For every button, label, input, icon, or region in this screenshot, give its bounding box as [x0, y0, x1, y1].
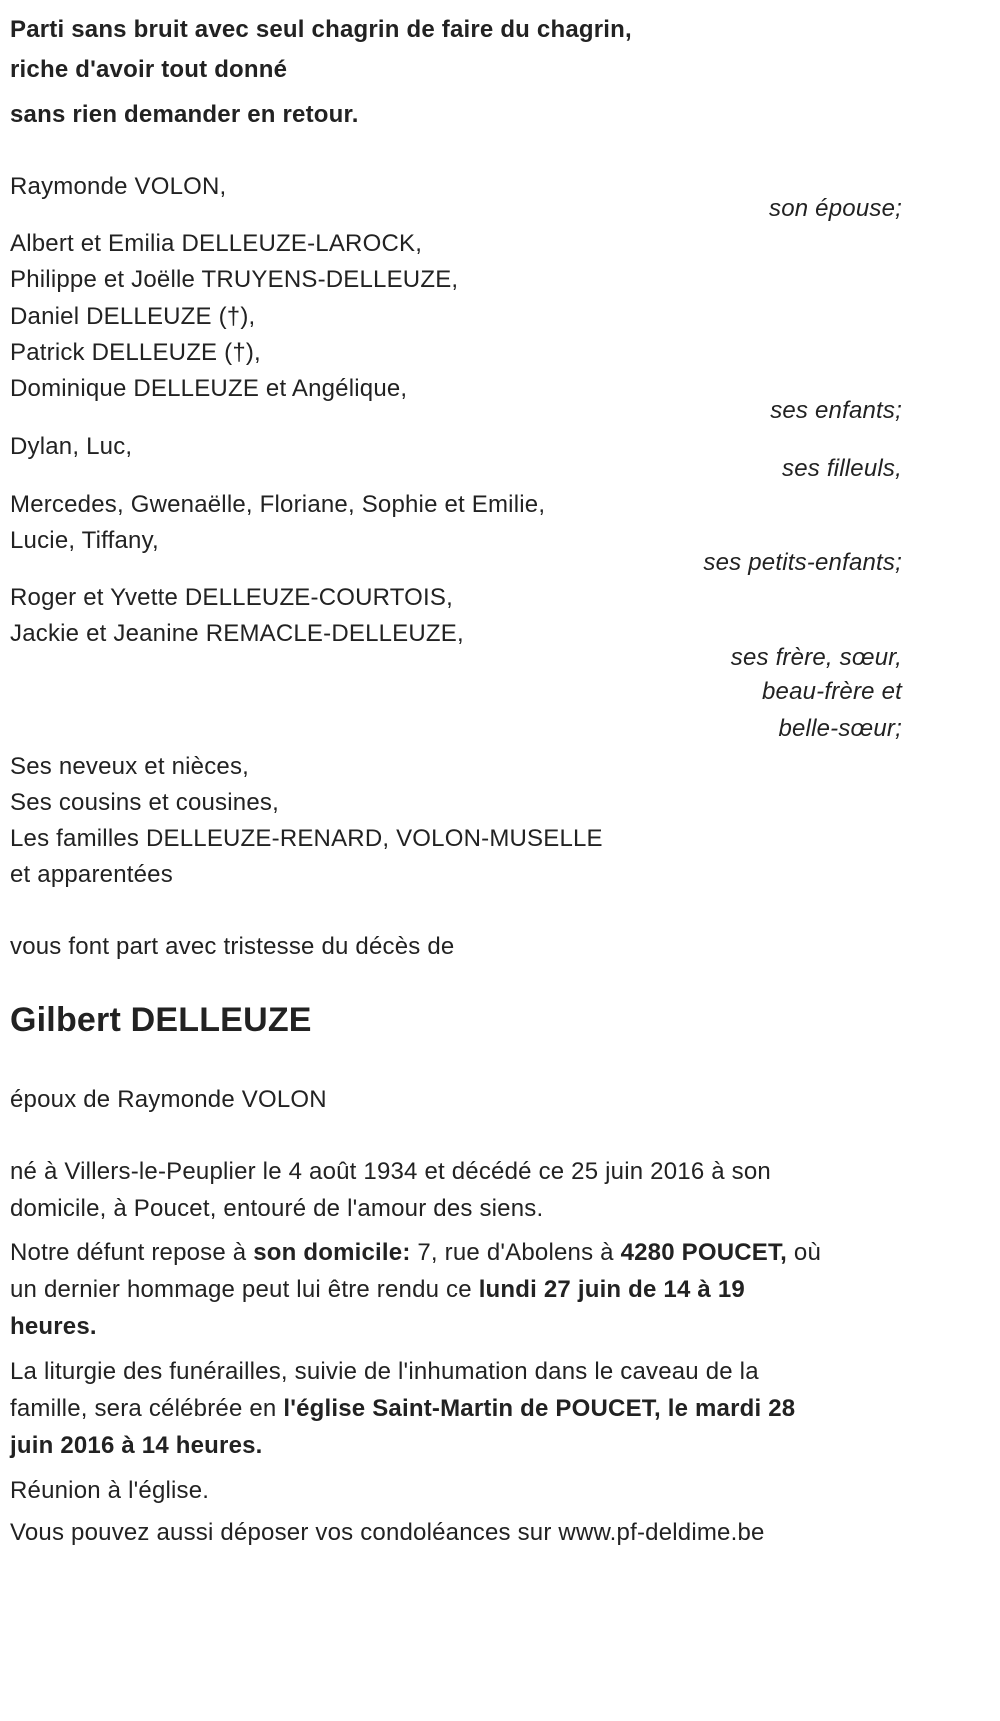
- text: l'église Saint-Martin de POUCET, le mardi 28: [283, 1395, 796, 1422]
- child-name: Daniel DELLEUZE (†),: [10, 303, 256, 330]
- repose-line: [10, 1238, 821, 1268]
- intro-line: riche d'avoir tout donné: [10, 56, 288, 83]
- relation-label: beau-frère et: [761, 678, 902, 705]
- text: son domicile:: [253, 1239, 411, 1266]
- birth-death-line: domicile, à Poucet, entouré de l'amour des siens.: [10, 1195, 544, 1222]
- grandchild-name: Lucie, Tiffany,: [10, 527, 159, 554]
- repose-line: heures.: [10, 1313, 97, 1340]
- text: lundi 27 juin de 14 à 19: [478, 1276, 745, 1303]
- text: 4280 POUCET,: [620, 1239, 788, 1266]
- relation-label: belle-sœur;: [778, 715, 902, 742]
- child-name: Philippe et Joëlle TRUYENS-DELLEUZE,: [10, 266, 459, 293]
- godchild-name: Dylan, Luc,: [10, 433, 133, 460]
- grandchild-name: Mercedes, Gwenaëlle, Floriane, Sophie et Emilie,: [10, 491, 546, 518]
- child-name: Albert et Emilia DELLEUZE-LAROCK,: [10, 230, 423, 257]
- relation-label: ses petits-enfants;: [703, 549, 902, 576]
- birth-death-line: né à Villers-le-Peuplier le 4 août 1934 et décédé ce 25 juin 2016 à son: [10, 1158, 771, 1185]
- sibling-name: Roger et Yvette DELLEUZE-COURTOIS,: [10, 584, 453, 611]
- text: où: [787, 1239, 822, 1266]
- text: Vous pouvez aussi déposer vos condoléances sur: [10, 1519, 559, 1546]
- other-relatives: et apparentées: [10, 861, 173, 888]
- announcement: vous font part avec tristesse du décès de: [10, 933, 455, 960]
- text: Notre défunt repose à: [10, 1239, 254, 1266]
- intro-line: sans rien demander en retour.: [10, 101, 359, 128]
- funeral-line: juin 2016 à 14 heures.: [10, 1432, 263, 1459]
- text: famille, sera célébrée en: [10, 1395, 284, 1422]
- other-relatives: Ses neveux et nièces,: [10, 753, 250, 780]
- relation-label: ses enfants;: [770, 397, 902, 424]
- repose-line: [10, 1275, 745, 1305]
- relation-label: ses filleuls,: [782, 455, 902, 482]
- condolences-line: [10, 1518, 765, 1548]
- text: un dernier hommage peut lui être rendu ce: [10, 1276, 479, 1303]
- sibling-name: Jackie et Jeanine REMACLE-DELLEUZE,: [10, 620, 464, 647]
- relation-label: ses frère, sœur,: [730, 644, 902, 671]
- relation-label: son épouse;: [769, 195, 902, 222]
- spouse-of: époux de Raymonde VOLON: [10, 1086, 327, 1113]
- text: 7, rue d'Abolens à: [410, 1239, 621, 1266]
- other-relatives: Ses cousins et cousines,: [10, 789, 279, 816]
- funeral-line: [10, 1394, 795, 1424]
- spouse-name: Raymonde VOLON,: [10, 173, 227, 200]
- condolences-link[interactable]: www.pf-deldime.be: [558, 1519, 765, 1546]
- deceased-name: Gilbert DELLEUZE: [10, 1001, 312, 1039]
- intro-line: Parti sans bruit avec seul chagrin de faire du chagrin,: [10, 16, 632, 43]
- meeting-note: Réunion à l'église.: [10, 1477, 210, 1504]
- other-relatives: Les familles DELLEUZE-RENARD, VOLON-MUSELLE: [10, 825, 603, 852]
- child-name: Patrick DELLEUZE (†),: [10, 339, 261, 366]
- funeral-line: La liturgie des funérailles, suivie de l'inhumation dans le caveau de la: [10, 1358, 759, 1385]
- child-name: Dominique DELLEUZE et Angélique,: [10, 375, 408, 402]
